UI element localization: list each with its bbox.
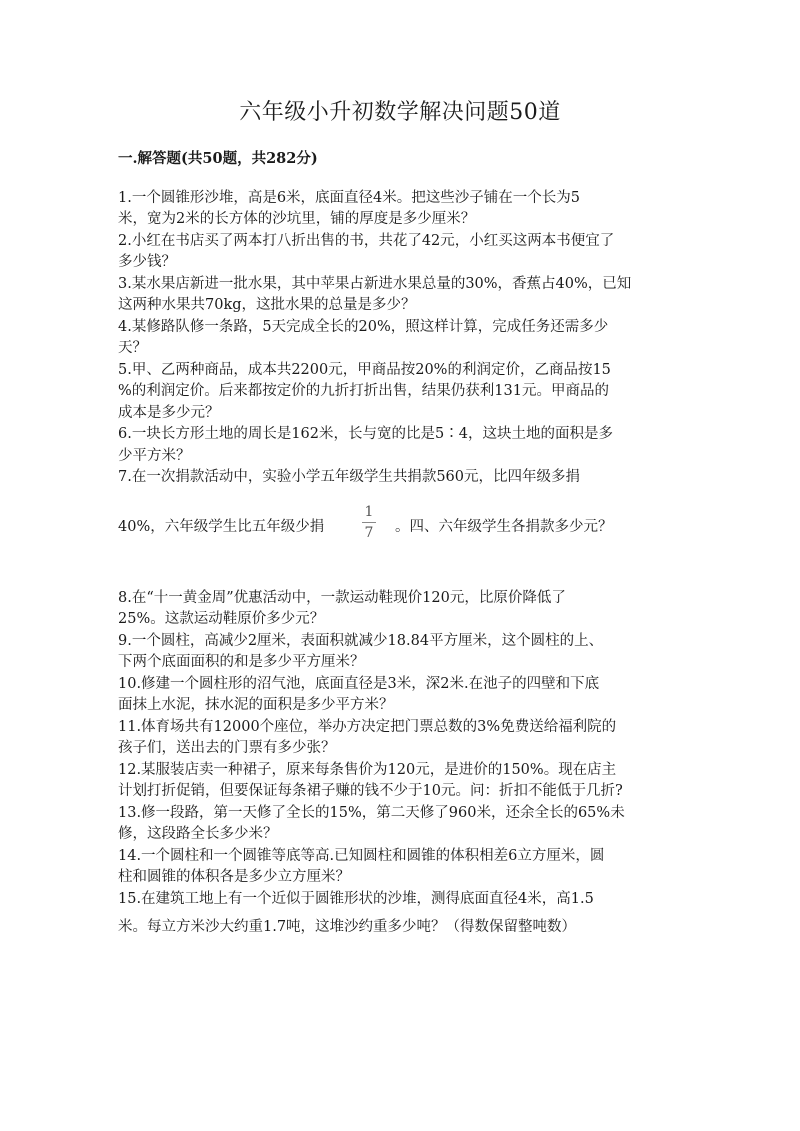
question-line: 10.修建一个圆柱形的沼气池，底面直径是3米，深2米.在池子的四壁和下底 (118, 676, 600, 692)
question-line: 40%，六年级学生比五年级少捐 (118, 519, 325, 535)
question-line: 9.一个圆柱，高减少2厘米，表面积就减少18.84平方厘米，这个圆柱的上、 (118, 633, 604, 649)
question-line: 成本是多少元？ (118, 405, 220, 421)
question-line: 2.小红在书店买了两本打八折出售的书，共花了42元，小红买这两本书便宜了 (118, 233, 615, 249)
question-line: 孩子们，送出去的门票有多少张？ (118, 740, 336, 756)
question-line: 下两个底面面积的和是多少平方厘米？ (118, 654, 365, 670)
question-line: 柱和圆锥的体积各是多少立方厘米？ (118, 869, 350, 885)
question-line: 少平方米？ (118, 448, 191, 464)
question-line: 3.某水果店新进一批水果，其中苹果占新进水果总量的30%，香蕉占40%，已知 (118, 276, 632, 292)
question-line: 1.一个圆锥形沙堆，高是6米，底面直径4米。把这些沙子铺在一个长为5 (118, 190, 581, 206)
question-line: 25%。这款运动鞋原价多少元？ (118, 611, 325, 627)
question-line: 15.在建筑工地上有一个近似于圆锥形状的沙堆，测得底面直径4米，高1.5 (118, 891, 594, 907)
question-line: 多少钱？ (118, 254, 176, 270)
question-line: 米。每立方米沙大约重1.7吨，这堆沙约重多少吨？（得数保留整吨数） (118, 919, 577, 935)
fraction-numerator: 1 (364, 504, 374, 520)
fraction-bar (362, 522, 376, 523)
question-line: 7.在一次捐款活动中，实验小学五年级学生共捐款560元，比四年级多捐 (118, 469, 581, 485)
question-line: 米，宽为2米的长方体的沙坑里，铺的厚度是多少厘米？ (118, 211, 476, 227)
section-heading: 一.解答题(共50题，共282分) (118, 150, 318, 167)
page-title: 六年级小升初数学解决问题50道 (239, 100, 561, 125)
question-line: 13.修一段路，第一天修了全长的15%，第二天修了960米，还余全长的65%未 (118, 805, 625, 821)
question-line: 天？ (118, 340, 147, 356)
question-line: 这两种水果共70kg，这批水果的总量是多少？ (118, 297, 416, 313)
question-line: 14.一个圆柱和一个圆锥等底等高.已知圆柱和圆锥的体积相差6立方厘米，圆 (118, 848, 605, 864)
question-line: 。四、六年级学生各捐款多少元？ (395, 519, 613, 535)
question-line: 4.某修路队修一条路，5天完成全长的20%，照这样计算，完成任务还需多少 (118, 319, 609, 335)
fraction-denominator: 7 (364, 525, 374, 541)
question-line: 计划打折促销，但要保证每条裙子赚的钱不少于10元。问：折扣不能低于几折? (118, 783, 623, 799)
question-line: 修，这段路全长多少米？ (118, 826, 278, 842)
question-line: 11.体育场共有12000个座位，举办方决定把门票总数的3%免费送给福利院的 (118, 719, 617, 735)
question-line: 8.在“十一黄金周”优惠活动中，一款运动鞋现价120元，比原价降低了 (118, 590, 566, 606)
question-line: %的利润定价。后来都按定价的九折打折出售，结果仍获利131元。甲商品的 (118, 383, 609, 399)
question-line: 面抹上水泥，抹水泥的面积是多少平方米？ (118, 697, 394, 713)
question-line: 5.甲、乙两种商品，成本共2200元，甲商品按20%的利润定价，乙商品按15 (118, 362, 611, 378)
fraction-one-seventh (359, 503, 379, 542)
question-line: 6.一块长方形土地的周长是162米，长与宽的比是5∶4，这块土地的面积是多 (118, 426, 613, 442)
question-line: 12.某服装店卖一种裙子，原来每条售价为120元，是进价的150%。现在店主 (118, 762, 617, 778)
